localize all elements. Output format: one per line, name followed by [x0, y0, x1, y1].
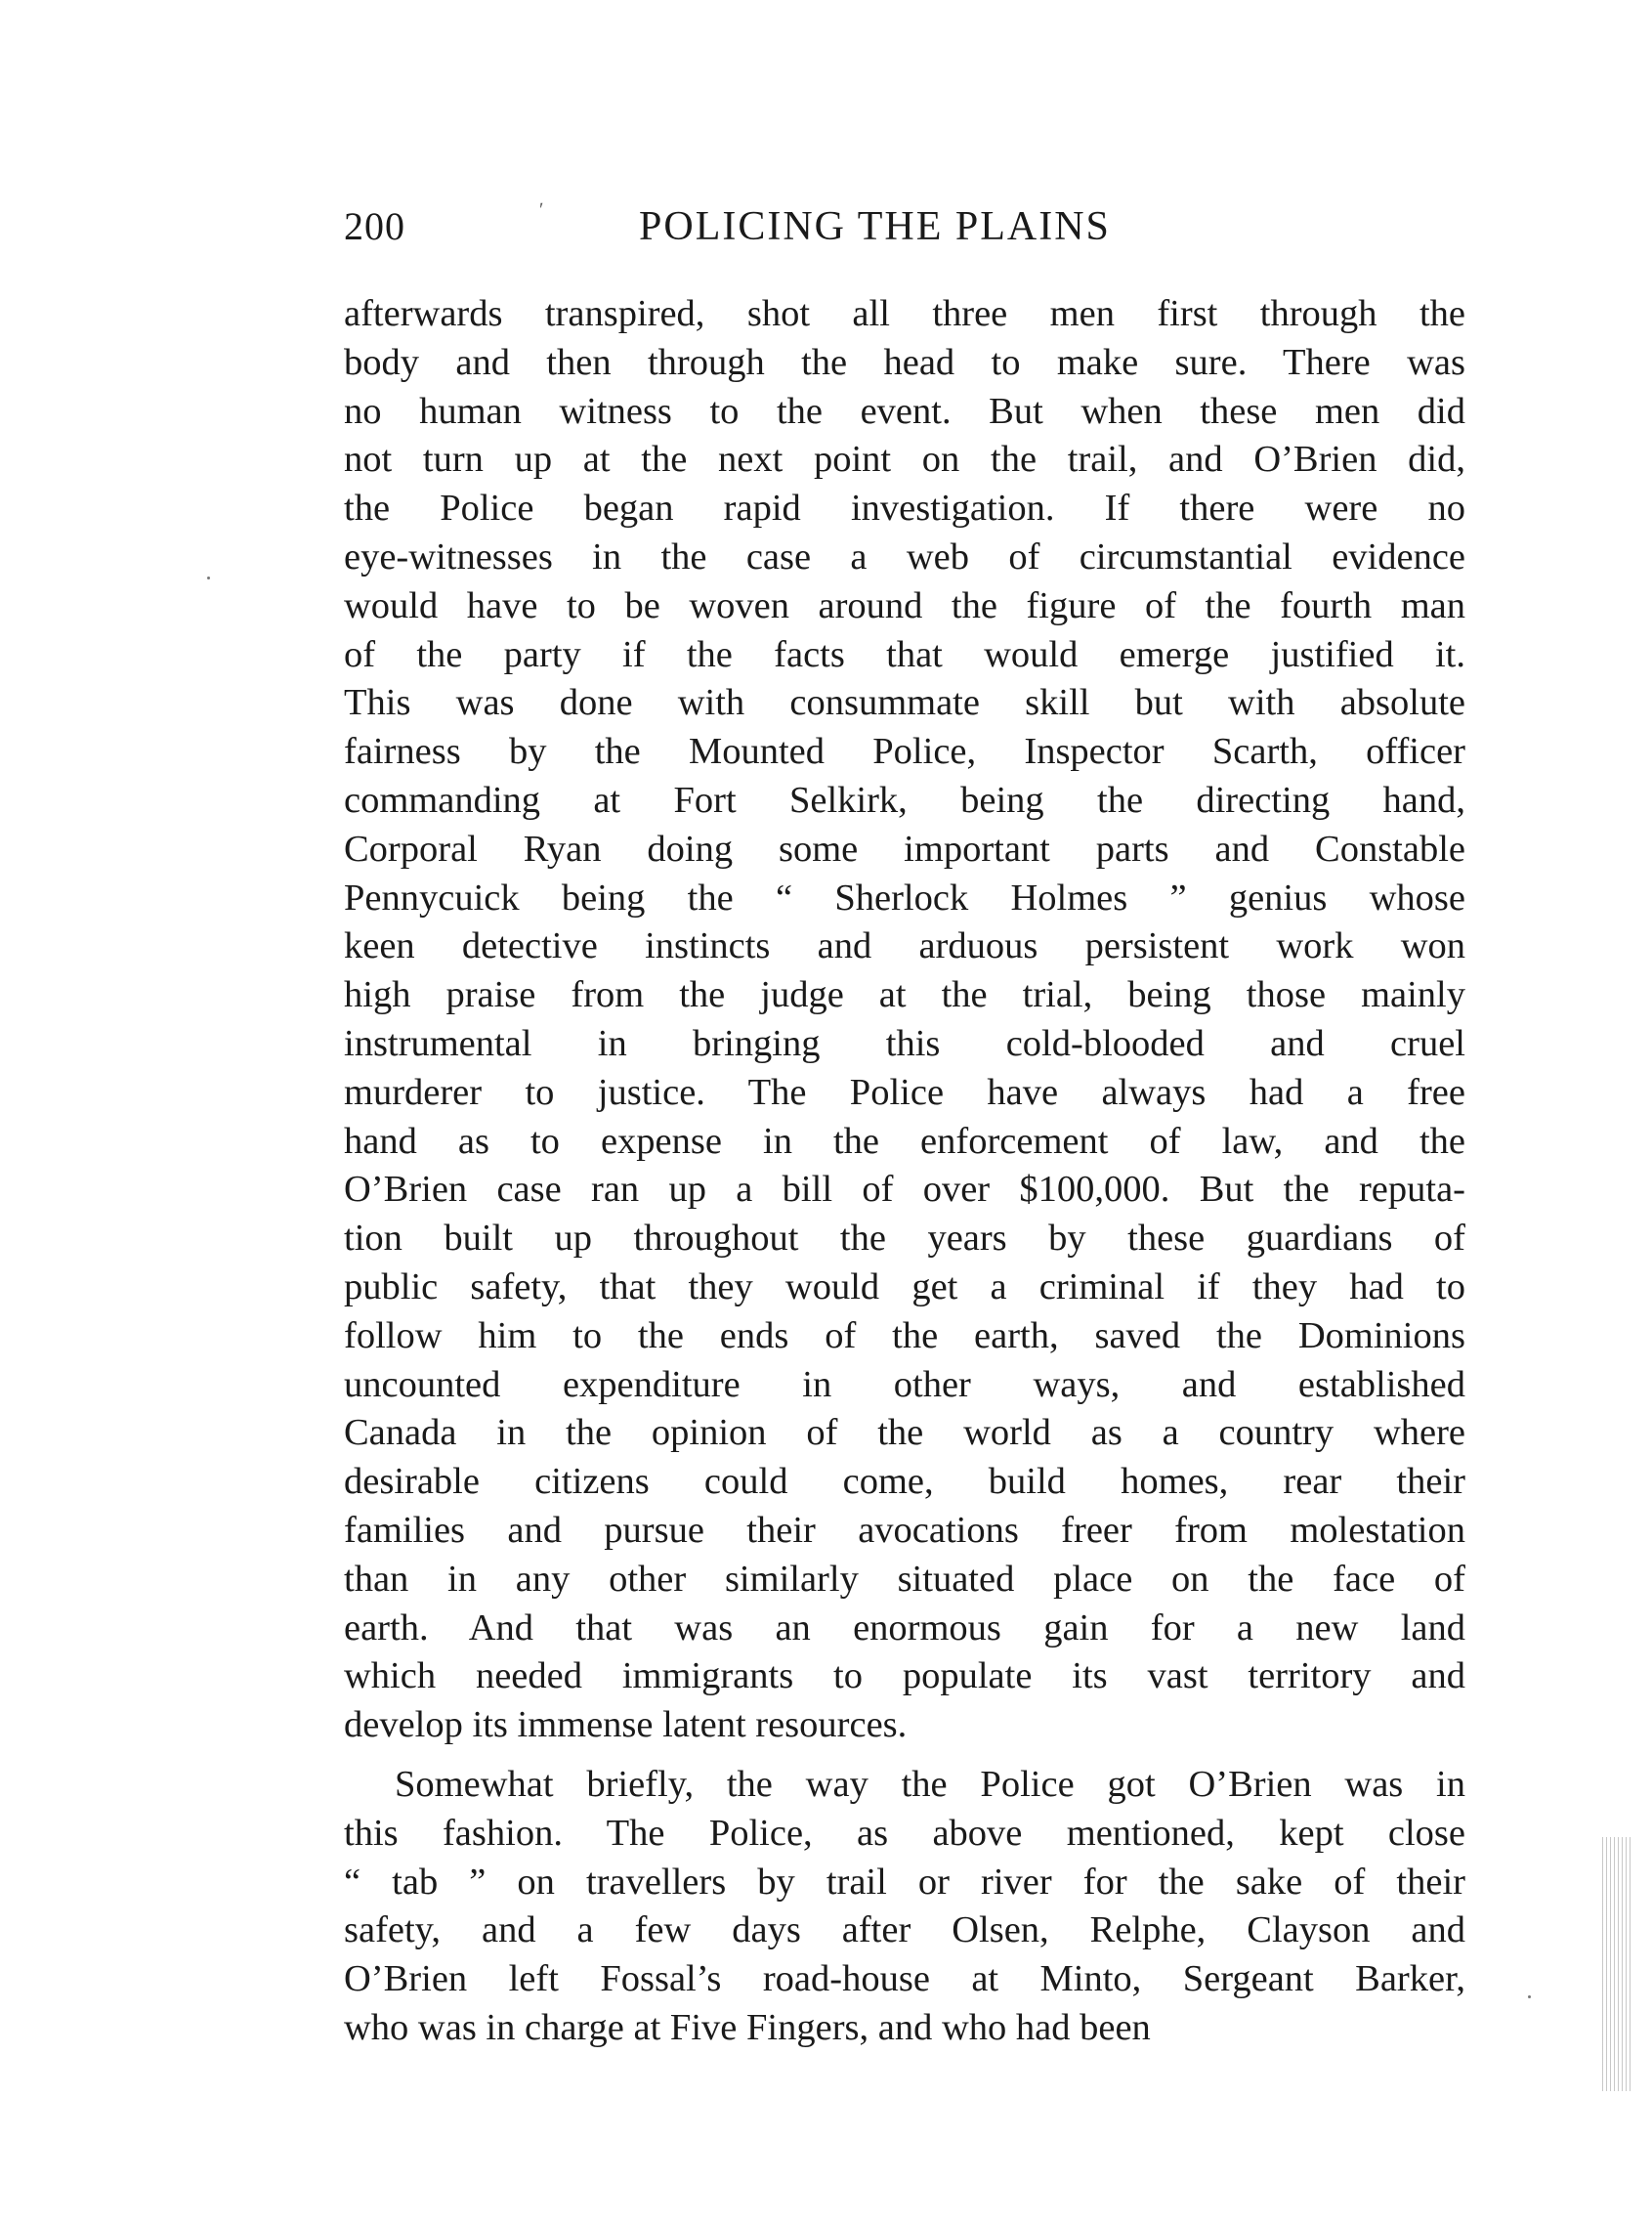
- text-line: desirable citizens could come, build homes, rear their: [344, 1461, 1465, 1503]
- text-line: follow him to the ends of the earth, saved the Dominions: [344, 1314, 1465, 1356]
- text-line: safety, and a few days after Olsen, Relphe, Clayson and: [344, 1909, 1465, 1951]
- page-edge-shadow: [1602, 1837, 1631, 2091]
- text-line: develop its immense latent resources.: [344, 1704, 908, 1746]
- text-line: This was done with consummate skill but with absolute: [344, 682, 1465, 724]
- text-line: this fashion. The Police, as above mentioned, kept close: [344, 1812, 1465, 1854]
- text-line: afterwards transpired, shot all three men first through the: [344, 293, 1465, 334]
- text-line: O’Brien left Fossal’s road-house at Minto, Sergeant Barker,: [344, 1958, 1465, 2000]
- text-line: no human witness to the event. But when these men did: [344, 390, 1465, 432]
- text-line: body and then through the head to make sure. There was: [344, 341, 1465, 383]
- text-line: “ tab ” on travellers by trail or river for the sake of their: [344, 1861, 1465, 1903]
- text-line: of the party if the facts that would emerge justified it.: [344, 633, 1465, 675]
- text-line: uncounted expenditure in other ways, and established: [344, 1363, 1465, 1405]
- ink-speck: [207, 577, 210, 579]
- stray-mark: ʹ: [539, 199, 544, 221]
- text-line: O’Brien case ran up a bill of over $100,000. But the reputa-: [344, 1169, 1465, 1211]
- text-line: which needed immigrants to populate its vast territory and: [344, 1655, 1465, 1697]
- text-line: who was in charge at Five Fingers, and who had been: [344, 2006, 1151, 2048]
- text-line: Pennycuick being the “ Sherlock Holmes ” genius whose: [344, 877, 1465, 919]
- text-line: Canada in the opinion of the world as a country where: [344, 1412, 1465, 1454]
- text-line: high praise from the judge at the trial, being those mainly: [344, 974, 1465, 1016]
- text-line: eye-witnesses in the case a web of circumstantial evidence: [344, 535, 1465, 578]
- text-line: instrumental in bringing this cold-blooded and cruel: [344, 1022, 1465, 1064]
- text-line: Somewhat briefly, the way the Police got O’Brien was in: [395, 1763, 1465, 1805]
- text-line: Corporal Ryan doing some important parts and Constable: [344, 828, 1465, 870]
- text-line: keen detective instincts and arduous persistent work won: [344, 925, 1465, 967]
- text-line: murderer to justice. The Police have always had a free: [344, 1071, 1465, 1113]
- text-line: than in any other similarly situated place on the face of: [344, 1558, 1465, 1600]
- body-text: [344, 290, 1465, 2053]
- ink-speck: [1528, 1995, 1531, 1998]
- text-line: commanding at Fort Selkirk, being the directing hand,: [344, 779, 1465, 821]
- running-title: POLICING THE PLAINS: [639, 204, 1111, 249]
- text-line: fairness by the Mounted Police, Inspector Scarth, officer: [344, 731, 1465, 773]
- page-header: [344, 199, 1465, 262]
- text-line: would have to be woven around the figure of the fourth man: [344, 584, 1465, 626]
- text-line: not turn up at the next point on the trail, and O’Brien did,: [344, 439, 1465, 481]
- text-line: hand as to expense in the enforcement of law, and the: [344, 1120, 1465, 1162]
- text-line: families and pursue their avocations freer from molestation: [344, 1509, 1465, 1551]
- paragraph-1: [344, 290, 1465, 1750]
- text-line: earth. And that was an enormous gain for a new land: [344, 1606, 1465, 1648]
- text-line: public safety, that they would get a criminal if they had to: [344, 1265, 1465, 1307]
- text-line: tion built up throughout the years by these guardians of: [344, 1218, 1465, 1260]
- paragraph-2: [344, 1761, 1465, 2053]
- text-line: the Police began rapid investigation. If there were no: [344, 488, 1465, 530]
- page-number: 200: [344, 204, 405, 248]
